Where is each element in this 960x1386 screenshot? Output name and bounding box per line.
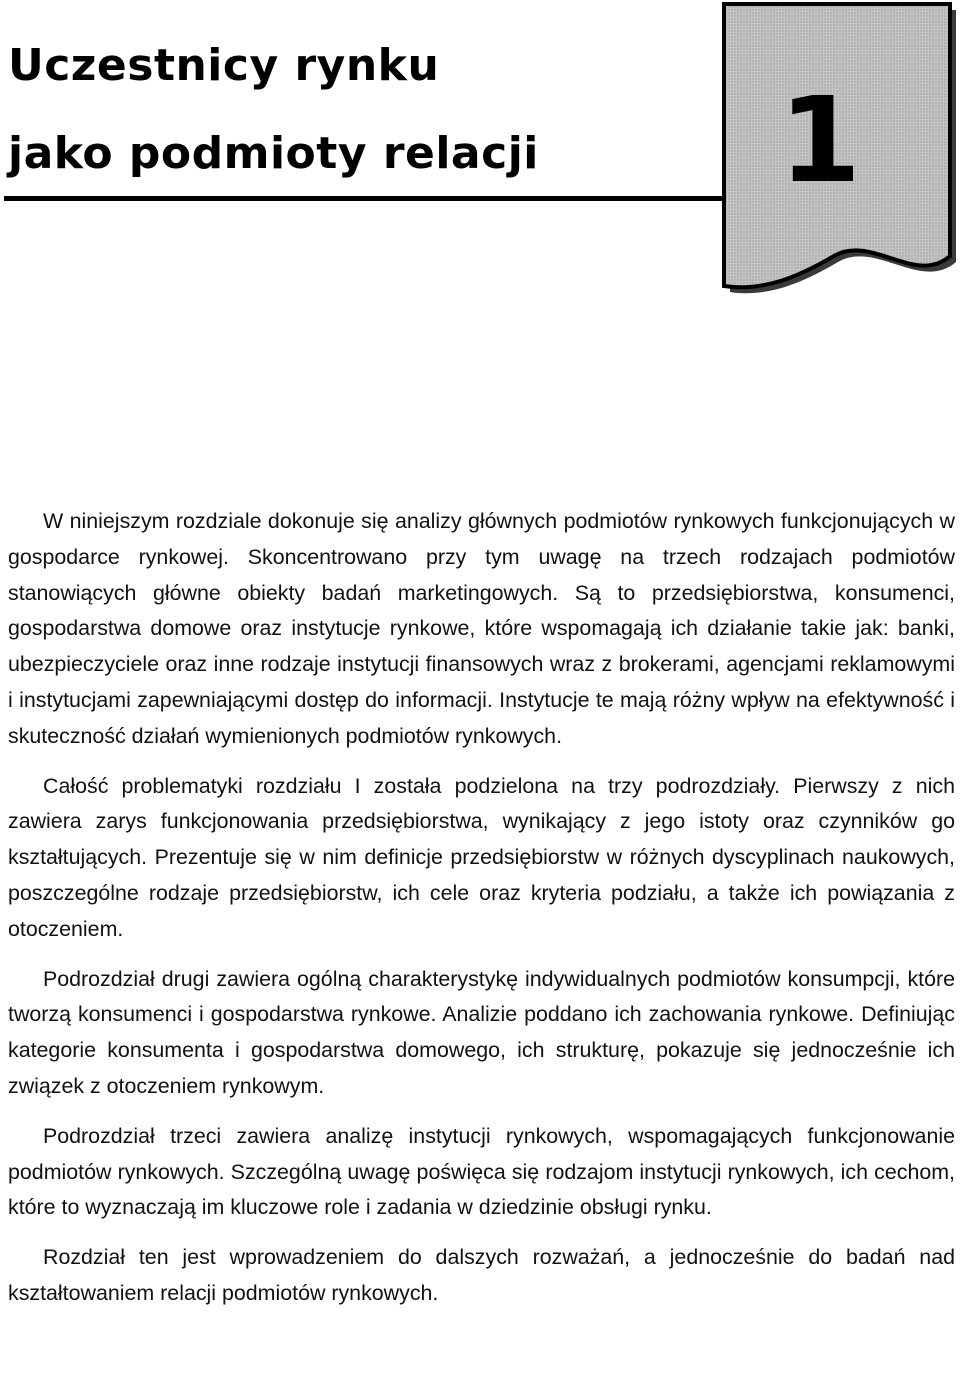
chapter-title-line-2: jako podmioty relacji — [8, 128, 539, 179]
paragraph: W niniejszym rozdziale dokonuje się analizy głównych podmiotów rynkowych funkcjonujących w gospodarce rynkowej. Skoncentrowano przy tym uwagę na trzech rodzajach podmiotów stanowiących główne obiekty badań marketingowych. Są to przedsiębiorstwa, konsumenci, gospodarstwa domowe oraz instytucje rynkowe, które wspomagają ich działanie takie jak: banki, ubezpieczyciele oraz inne rodzaje instytucji finansowych wraz z brokerami, agencjami reklamowymi i instytucjami zapewniającymi dostęp do informacji. Instytucje te mają różny wpływ na efektywność i skuteczność działań wymienionych podmiotów rynkowych. — [8, 509, 955, 748]
paragraph: Podrozdział drugi zawiera ogólną charakterystykę indywidualnych podmiotów konsumpcji, które tworzą konsumenci i gospodarstwa rynkowe. Analizie poddano ich zachowania rynkowe. Definiując kategorie konsumenta i gospodarstwa domowego, ich strukturę, pokazuje się jednocześnie ich związek z otoczeniem rynkowym. — [8, 966, 955, 1098]
title-rule — [4, 196, 724, 201]
paragraph: Całość problematyki rozdziału I została podzielona na trzy podrozdziały. Pierwszy z nich zawiera zarys funkcjonowania przedsiębiorstwa, wynikający z jego istoty oraz czynników go kształtujących. Prezentuje się w nim definicje przedsiębiorstw w różnych dyscyplinach naukowych, poszczególne rodzaje przedsiębiorstw, ich cele oraz kryteria podziału, a także ich powiązania z otoczeniem. — [8, 773, 955, 941]
chapter-intro-text — [8, 504, 955, 1326]
paragraph: Podrozdział trzeci zawiera analizę instytucji rynkowych, wspomagających funkcjonowanie podmiotów rynkowych. Szczególną uwagę poświęca się rodzajom instytucji rynkowych, ich cechom, które to wyznaczają im kluczowe role i zadania w dziedzinie obsługi rynku. — [8, 1123, 955, 1220]
paragraph: Rozdział ten jest wprowadzeniem do dalszych rozważań, a jednocześnie do badań nad kształtowaniem relacji podmiotów rynkowych. — [8, 1245, 955, 1305]
chapter-title-line-1: Uczestnicy rynku — [8, 40, 440, 91]
chapter-title — [8, 22, 539, 198]
chapter-number: 1 — [778, 71, 862, 209]
